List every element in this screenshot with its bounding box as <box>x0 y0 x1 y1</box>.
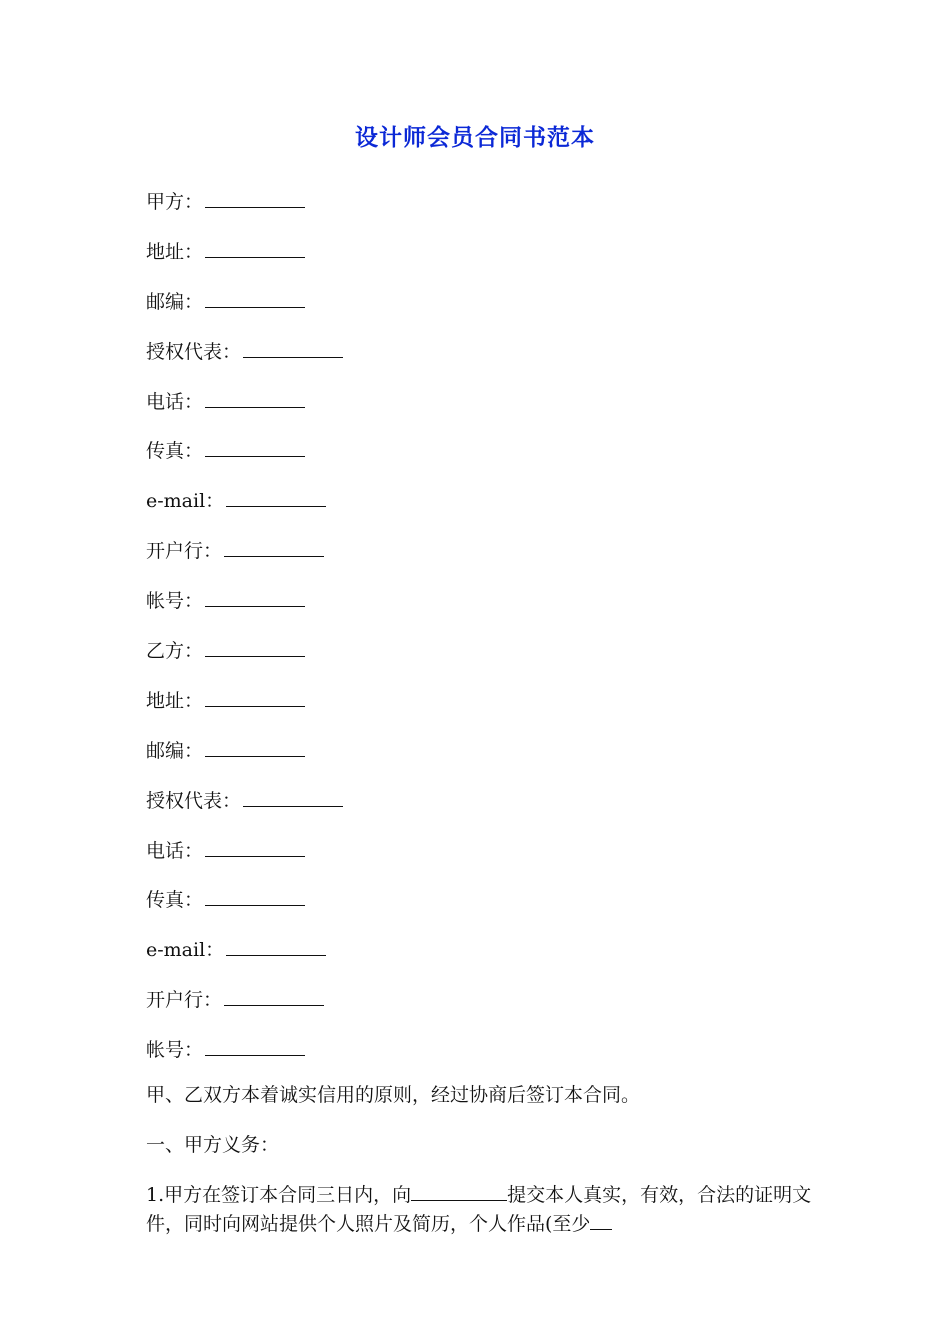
fill-blank[interactable] <box>205 285 305 308</box>
fill-blank[interactable] <box>224 534 324 557</box>
fill-blank[interactable] <box>590 1209 612 1230</box>
party-b-phone-field <box>146 834 826 884</box>
party-a-account-field <box>146 584 826 634</box>
fill-blank[interactable] <box>205 1033 305 1056</box>
field-label: 开户行： <box>146 989 223 1012</box>
field-label: e-mail： <box>146 939 225 962</box>
clause-text: 提交本人真实，有效，合法的证明文件，同时向网站提供个人照片及简历，个人作品(至少 <box>146 1184 812 1235</box>
fill-blank[interactable] <box>205 834 305 857</box>
field-label: 授权代表： <box>146 789 242 812</box>
party-b-representative-field <box>146 784 826 834</box>
field-label: 电话： <box>146 390 204 413</box>
fill-blank[interactable] <box>243 784 343 807</box>
field-label: 地址： <box>146 689 204 712</box>
document-title: 设计师会员合同书范本 <box>355 125 595 151</box>
fill-blank[interactable] <box>226 484 326 507</box>
party-a-address-field <box>146 235 826 285</box>
section-heading: 一、甲方义务： <box>146 1134 280 1156</box>
fill-blank[interactable] <box>226 933 326 956</box>
field-label: 帐号： <box>146 590 204 613</box>
fill-blank[interactable] <box>205 185 305 208</box>
fill-blank[interactable] <box>243 335 343 358</box>
party-b-fax-field <box>146 883 826 933</box>
fill-blank[interactable] <box>205 883 305 906</box>
field-label: 传真： <box>146 889 204 912</box>
field-label: 开户行： <box>146 540 223 563</box>
fill-blank[interactable] <box>411 1180 507 1201</box>
party-b-postcode-field <box>146 734 826 784</box>
fill-blank[interactable] <box>205 235 305 258</box>
fill-blank[interactable] <box>205 684 305 707</box>
fill-blank[interactable] <box>205 385 305 408</box>
field-label: e-mail： <box>146 490 225 513</box>
field-label: 授权代表： <box>146 340 242 363</box>
party-a-representative-field <box>146 335 826 385</box>
field-label: 甲方： <box>146 191 204 213</box>
party-b-bank-field <box>146 983 826 1033</box>
party-a-phone-field <box>146 385 826 435</box>
field-label: 邮编： <box>146 290 204 313</box>
fill-blank[interactable] <box>205 734 305 757</box>
field-label: 邮编： <box>146 739 204 762</box>
field-label: 地址： <box>146 240 204 263</box>
party-b-address-field <box>146 684 826 734</box>
intro-paragraph: 甲、乙双方本着诚实信用的原则，经过协商后签订本合同。 <box>146 1084 641 1106</box>
fill-blank[interactable] <box>205 584 305 607</box>
party-a-email-field <box>146 484 826 534</box>
party-a-name-field <box>146 185 826 235</box>
party-a-bank-field <box>146 534 826 584</box>
party-b-name-field <box>146 634 826 684</box>
party-info-fields <box>146 185 826 1083</box>
field-label: 乙方： <box>146 640 204 663</box>
party-b-account-field <box>146 1033 826 1083</box>
field-label: 帐号： <box>146 1039 204 1062</box>
fill-blank[interactable] <box>224 983 324 1006</box>
party-a-postcode-field <box>146 285 826 335</box>
fill-blank[interactable] <box>205 634 305 657</box>
field-label: 传真： <box>146 440 204 463</box>
party-a-fax-field <box>146 434 826 484</box>
clause-paragraph <box>146 1180 814 1238</box>
clause-text: 1.甲方在签订本合同三日内，向 <box>146 1184 412 1206</box>
party-b-email-field <box>146 933 826 983</box>
field-label: 电话： <box>146 839 204 862</box>
fill-blank[interactable] <box>205 434 305 457</box>
